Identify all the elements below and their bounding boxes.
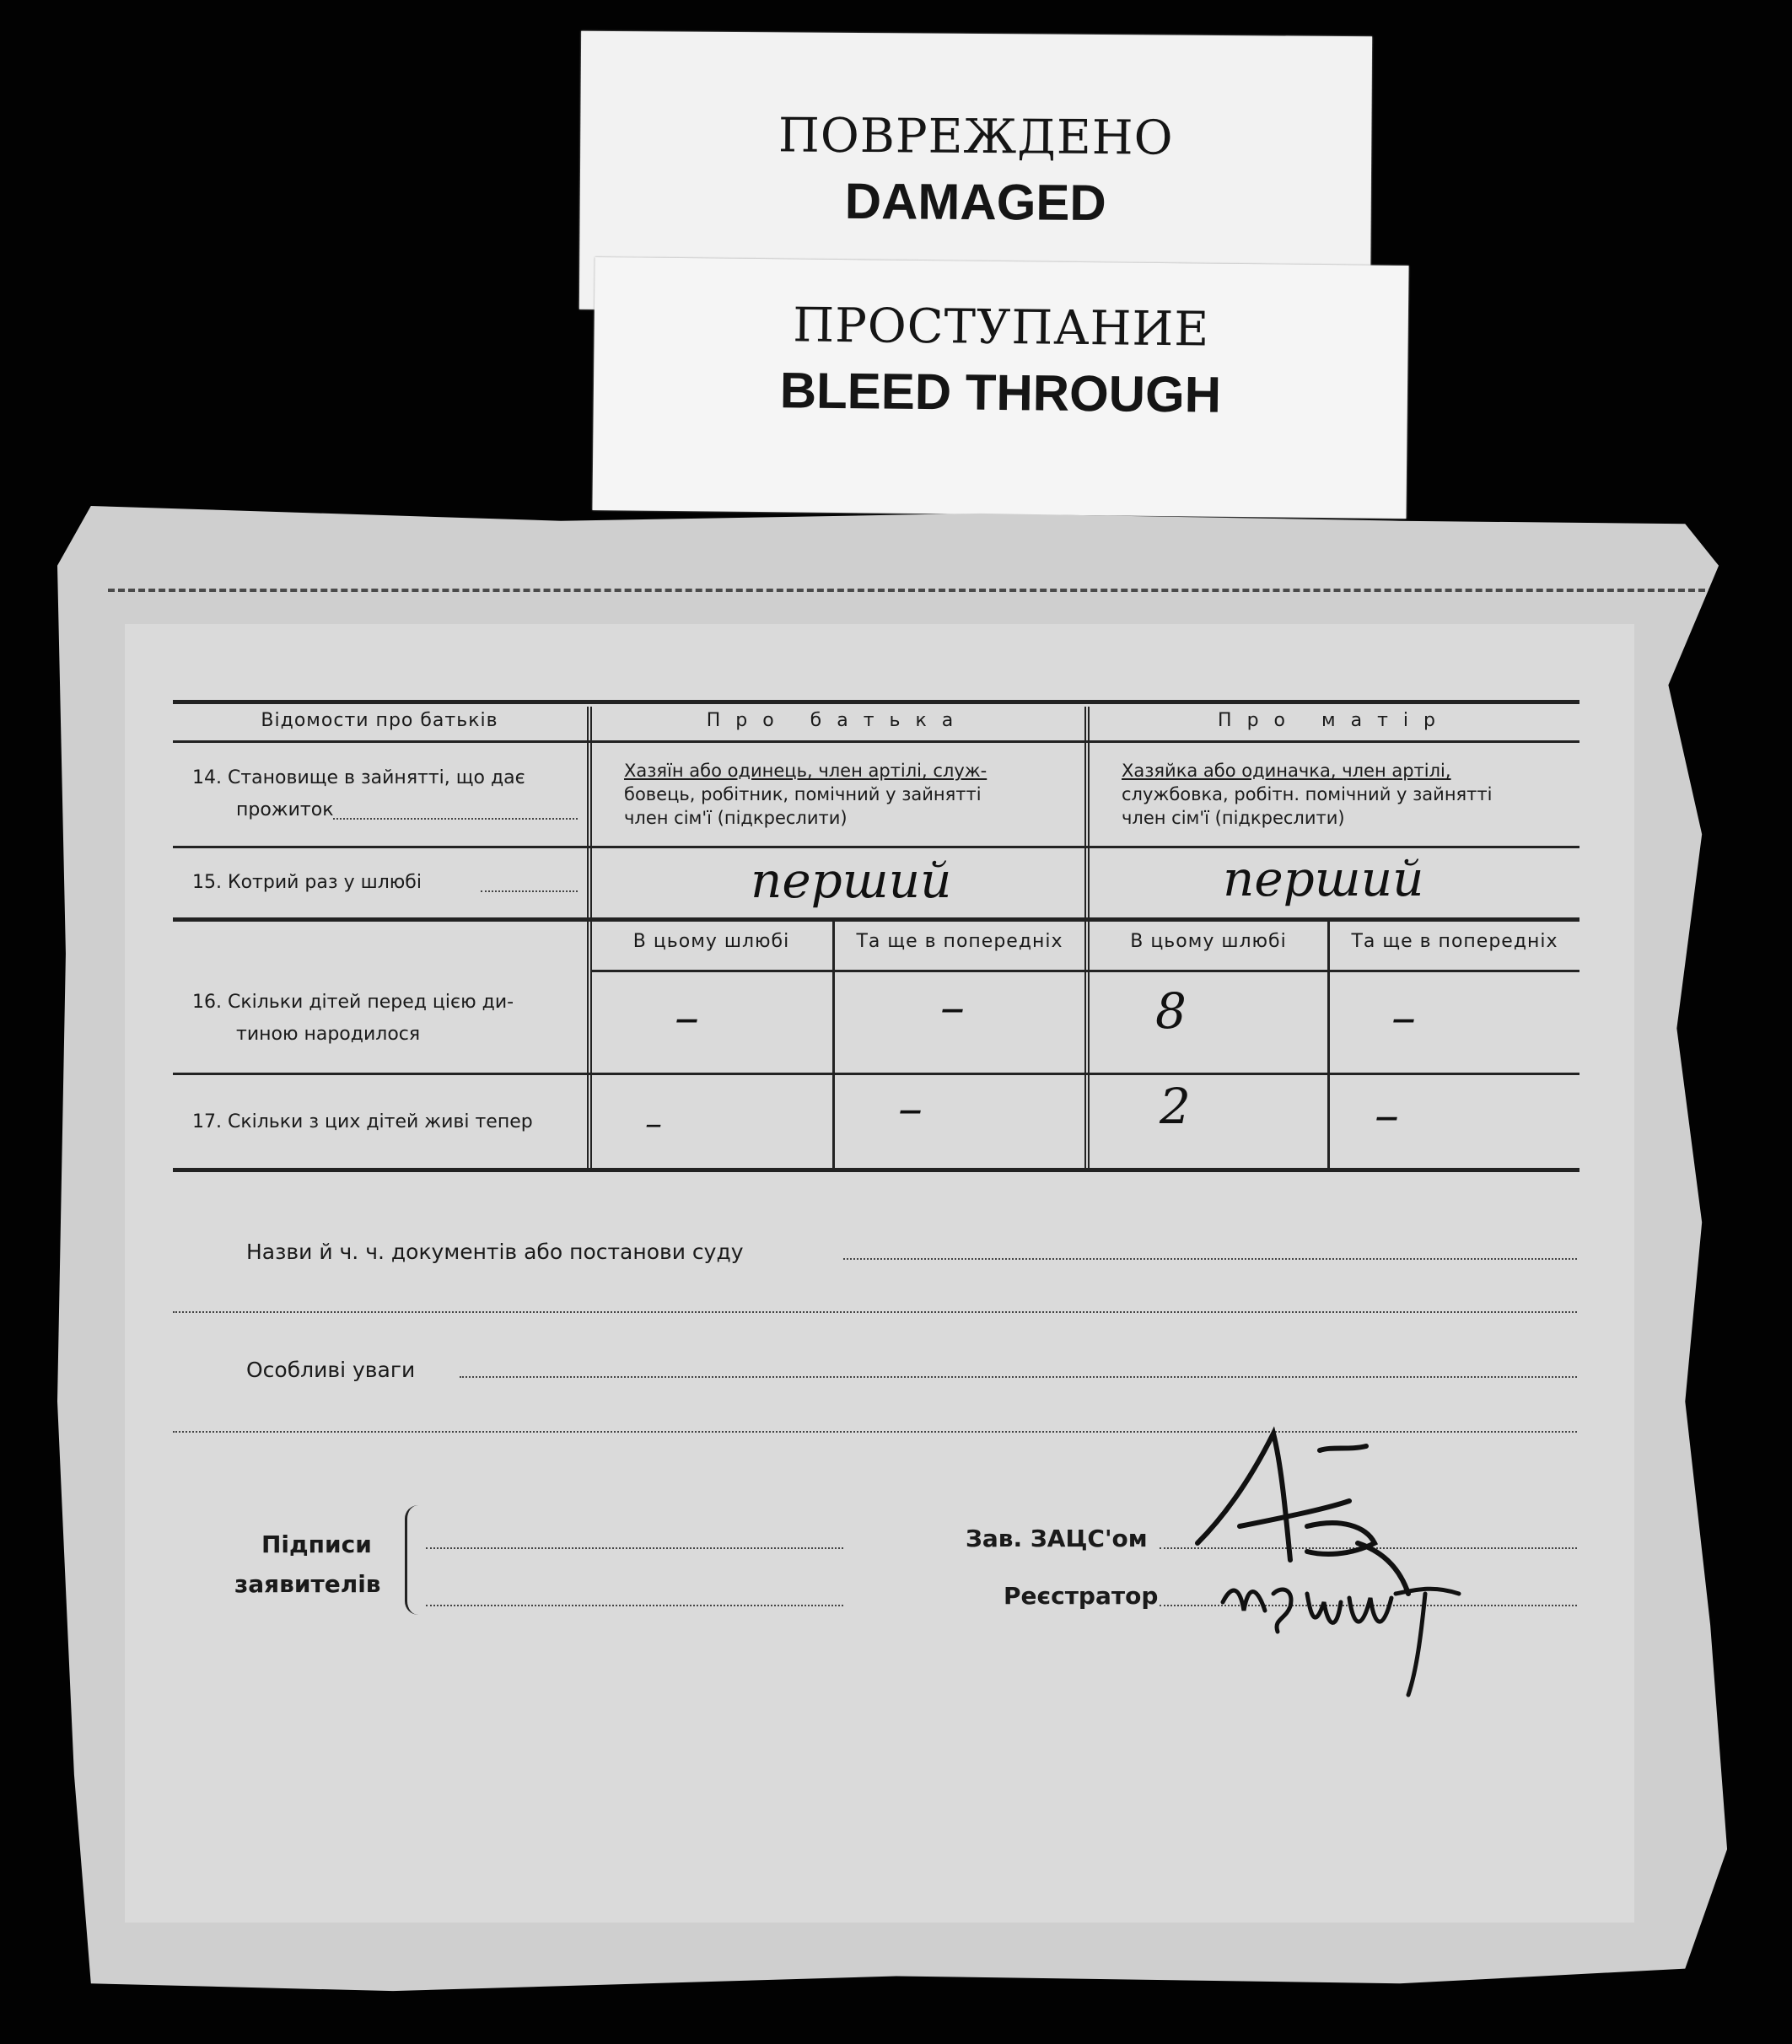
- row14-label-b: прожиток: [236, 799, 334, 820]
- documents-line-2: [173, 1311, 1577, 1313]
- applicants-sig-label-a: Підписи: [261, 1530, 372, 1558]
- documents-label: Назви й ч. ч. документів або постанови суду: [246, 1240, 744, 1264]
- damaged-label-ru: ПОВРЕЖДЕНО: [778, 108, 1174, 166]
- subheader-father-this: В цьому шлюбі: [632, 931, 790, 952]
- row15-label-dots: [481, 890, 578, 892]
- row17-label: 17. Скільки з цих дітей живі тепер: [192, 1111, 533, 1132]
- subheader-father-previous: Та ще в попередніх: [856, 931, 1063, 952]
- applicants-brace: [405, 1505, 424, 1615]
- row14-label-dots: [333, 818, 578, 820]
- row14-mother-line-b: службовка, робітн. помічний у зайнятті: [1122, 784, 1493, 804]
- notes-label: Особливі уваги: [246, 1358, 416, 1382]
- row14-father-options: [624, 759, 1079, 830]
- damaged-label-en: DAMAGED: [844, 172, 1106, 232]
- row14-mother-options: [1122, 759, 1577, 830]
- applicant-sig-line-2: [426, 1605, 843, 1606]
- perforation-line: [108, 589, 1735, 592]
- row16-rule: [173, 1073, 1579, 1075]
- row17-father-this: –: [645, 1105, 662, 1143]
- bleed-label-en: BLEED THROUGH: [779, 362, 1222, 423]
- registrar-label: Реєстратор: [1004, 1582, 1159, 1610]
- header-mother: Про матір: [1218, 710, 1450, 731]
- row14-father-line-c: член сім'ї (підкреслити): [624, 808, 848, 828]
- row16-father-this: –: [675, 988, 699, 1046]
- row16-mother-this: 8: [1155, 982, 1187, 1040]
- documents-line-1: [843, 1258, 1577, 1260]
- row14-mother-line-a: Хазяйка або одиначка, член артілі,: [1122, 761, 1451, 781]
- row14-mother-line-c: член сім'ї (підкреслити): [1122, 808, 1345, 828]
- registrar-signature: [1214, 1552, 1484, 1703]
- row17-mother-this: 2: [1160, 1078, 1191, 1135]
- subheader-mother-this: В цьому шлюбі: [1130, 931, 1287, 952]
- row17-father-previous: –: [898, 1079, 923, 1137]
- subheader-mother-previous: Та ще в попередніх: [1351, 931, 1558, 952]
- header-rule: [173, 740, 1579, 743]
- row16-label-b: тиною народилося: [236, 1024, 421, 1045]
- row14-rule: [173, 846, 1579, 848]
- bleed-label-ru: ПРОСТУПАНИЕ: [792, 298, 1210, 358]
- row16-label-a: 16. Скільки дітей перед цією ди-: [192, 992, 514, 1013]
- row16-mother-previous: –: [1391, 988, 1416, 1046]
- col-divider-mother-sub: [1327, 921, 1330, 1168]
- row15-rule: [173, 917, 1579, 922]
- notes-line-1: [460, 1376, 1577, 1378]
- row17-mother-previous: –: [1375, 1086, 1399, 1143]
- table-top-rule: [173, 700, 1579, 704]
- header-father: Про батька: [706, 710, 969, 731]
- row16-father-previous: –: [940, 978, 965, 1035]
- row15-label: 15. Котрий раз у шлюбі: [192, 872, 422, 893]
- table-bottom-rule: [173, 1168, 1579, 1172]
- row14-father-line-b: бовець, робітник, помічний у зайнятті: [624, 784, 982, 804]
- row14-label-a: 14. Становище в зайнятті, що дає: [192, 767, 525, 788]
- col-divider-father-sub: [832, 921, 835, 1168]
- row15-father-handwriting: перший: [751, 852, 952, 909]
- bleed-through-card: [592, 257, 1408, 519]
- row14-father-line-a: Хазяїн або одинець, член артілі, служ-: [624, 761, 987, 781]
- row15-mother-handwriting: перший: [1223, 850, 1424, 907]
- head-label: Зав. ЗАЦС'ом: [966, 1525, 1148, 1552]
- header-parents-info: Відомости про батьків: [261, 710, 498, 731]
- applicants-sig-label-b: заявителів: [234, 1570, 381, 1598]
- applicant-sig-line-1: [426, 1547, 843, 1549]
